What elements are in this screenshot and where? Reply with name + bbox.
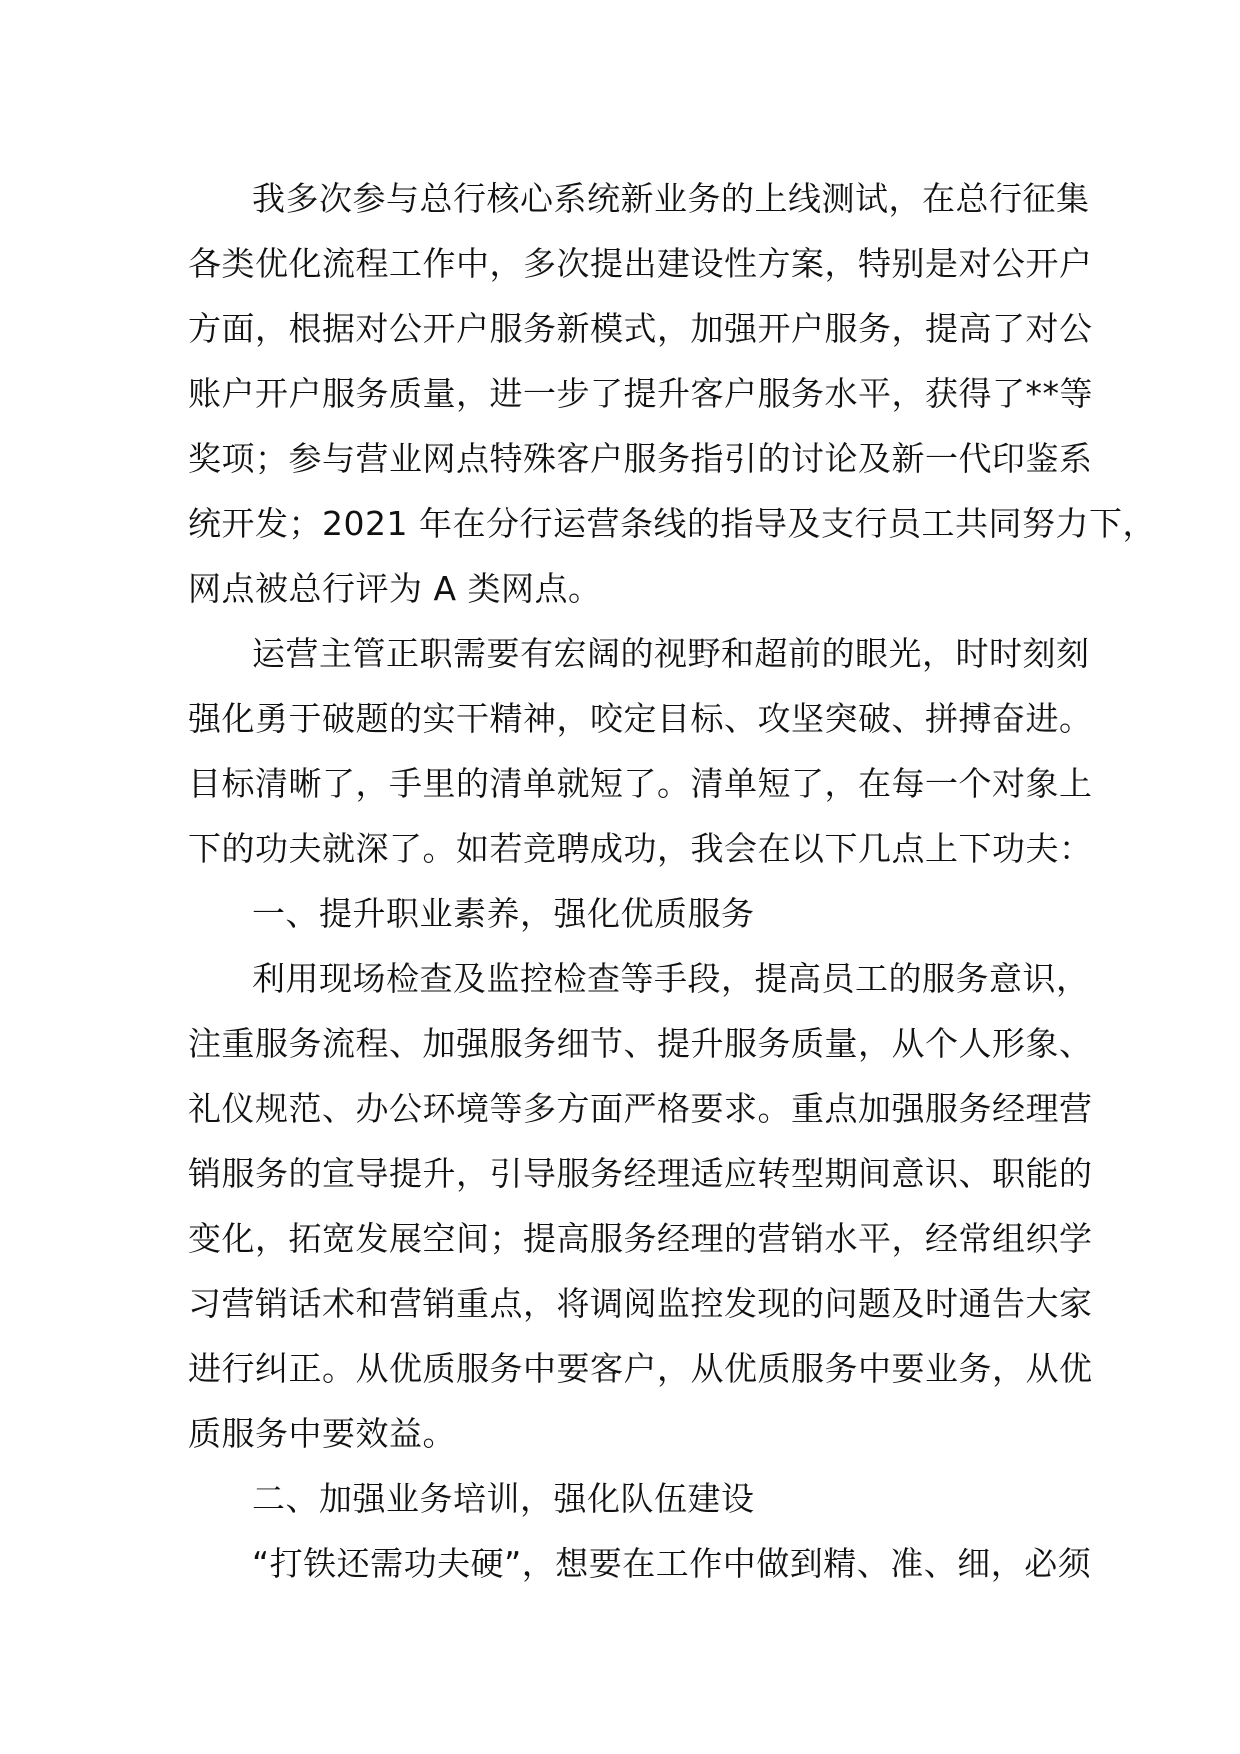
paragraph-line: 进行纠正。从优质服务中要客户，从优质服务中要业务，从优 <box>188 1349 1093 1388</box>
paragraph-line: 下的功夫就深了。如若竞聘成功，我会在以下几点上下功夫： <box>188 829 1093 868</box>
paragraph-line: 目标清晰了，手里的清单就短了。清单短了，在每一个对象上 <box>188 764 1093 803</box>
paragraph-line: 统开发；2021 年在分行运营条线的指导及支行员工共同努力下， <box>188 504 1156 543</box>
paragraph-line: 强化勇于破题的实干精神，咬定目标、攻坚突破、拼搏奋进。 <box>188 699 1093 738</box>
paragraph-line: 账户开户服务质量，进一步了提升客户服务水平，获得了**等 <box>188 374 1093 413</box>
paragraph-line: 注重服务流程、加强服务细节、提升服务质量，从个人形象、 <box>188 1024 1093 1063</box>
paragraph-line: 销服务的宣导提升，引导服务经理适应转型期间意识、职能的 <box>188 1154 1093 1193</box>
paragraph-line: 各类优化流程工作中，多次提出建设性方案，特别是对公开户 <box>188 244 1093 283</box>
paragraph-line: 网点被总行评为 A 类网点。 <box>188 569 602 608</box>
paragraph-line: 礼仪规范、办公环境等多方面严格要求。重点加强服务经理营 <box>188 1089 1093 1128</box>
paragraph-line: 质服务中要效益。 <box>188 1414 456 1453</box>
paragraph-line: 习营销话术和营销重点，将调阅监控发现的问题及时通告大家 <box>188 1284 1093 1323</box>
section-heading: 一、提升职业素养，强化优质服务 <box>252 894 755 933</box>
paragraph-line: 方面，根据对公开户服务新模式，加强开户服务，提高了对公 <box>188 309 1093 348</box>
paragraph-line: 变化，拓宽发展空间；提高服务经理的营销水平，经常组织学 <box>188 1219 1093 1258</box>
paragraph-line: 奖项；参与营业网点特殊客户服务指引的讨论及新一代印鉴系 <box>188 439 1093 478</box>
paragraph-line: “打铁还需功夫硬”，想要在工作中做到精、准、细，必须 <box>252 1544 1092 1583</box>
section-heading: 二、加强业务培训，强化队伍建设 <box>252 1479 755 1518</box>
paragraph-line: 利用现场检查及监控检查等手段，提高员工的服务意识， <box>252 959 1090 998</box>
paragraph-line: 我多次参与总行核心系统新业务的上线测试，在总行征集 <box>252 179 1090 218</box>
paragraph-line: 运营主管正职需要有宏阔的视野和超前的眼光，时时刻刻 <box>252 634 1090 673</box>
